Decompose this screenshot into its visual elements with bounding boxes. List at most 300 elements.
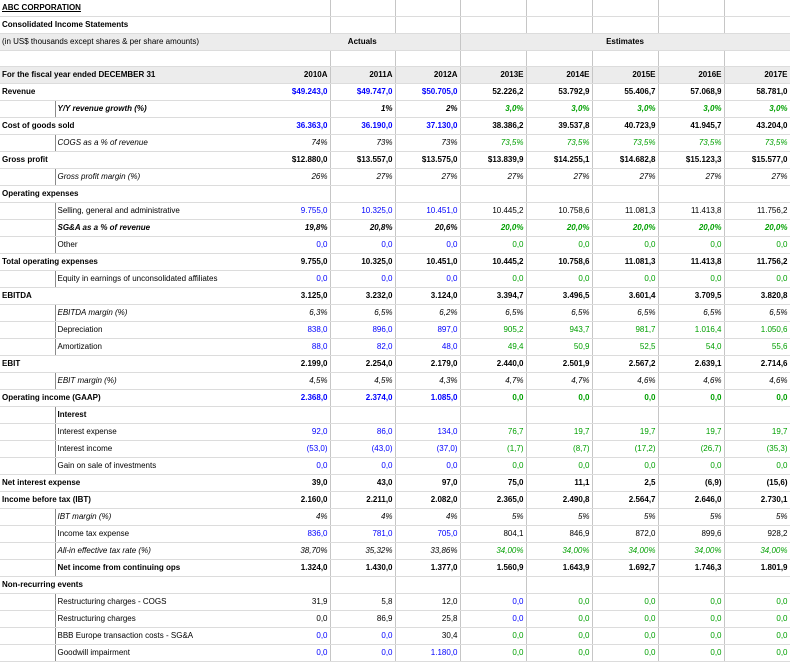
row-value: 0,0	[724, 270, 790, 287]
row-value: 928,2	[724, 525, 790, 542]
row-label: EBITDA	[0, 287, 265, 304]
row-value: (17,2)	[592, 440, 658, 457]
row-value: $12.880,0	[265, 151, 330, 168]
row-value: 0,0	[330, 236, 395, 253]
row-value: 6,5%	[460, 304, 526, 321]
row-value: 10.325,0	[330, 253, 395, 270]
row-value: 1.692,7	[592, 559, 658, 576]
row-value: 5%	[592, 508, 658, 525]
title-row	[0, 16, 790, 33]
statement-row	[0, 525, 790, 542]
row-value: $14.255,1	[526, 151, 592, 168]
row-value	[460, 406, 526, 423]
statement-row	[0, 100, 790, 117]
row-label: Gain on sale of investments	[55, 457, 265, 474]
statement-row	[0, 219, 790, 236]
row-value: 88,0	[265, 338, 330, 355]
row-value: 0,0	[724, 610, 790, 627]
row-value: $13.839,9	[460, 151, 526, 168]
row-value: 4,6%	[592, 372, 658, 389]
row-value: 3.232,0	[330, 287, 395, 304]
row-value: $13.557,0	[330, 151, 395, 168]
row-value: 2.440,0	[460, 355, 526, 372]
row-value: 2.179,0	[395, 355, 460, 372]
row-label: All-in effective tax rate (%)	[55, 542, 265, 559]
row-value: 3.820,8	[724, 287, 790, 304]
statement-row	[0, 304, 790, 321]
statement-row	[0, 253, 790, 270]
row-value: 1.085,0	[395, 389, 460, 406]
row-value: 981,7	[592, 321, 658, 338]
row-value: 73%	[330, 134, 395, 151]
row-value: 2.501,9	[526, 355, 592, 372]
row-value: 52,5	[592, 338, 658, 355]
row-value: 19,7	[592, 423, 658, 440]
statement-row	[0, 270, 790, 287]
row-label: SG&A as a % of revenue	[55, 219, 265, 236]
row-value: 10.451,0	[395, 202, 460, 219]
statement-row	[0, 338, 790, 355]
row-value: 0,0	[526, 610, 592, 627]
row-value	[658, 185, 724, 202]
row-value: 10.445,2	[460, 202, 526, 219]
row-value: 86,0	[330, 423, 395, 440]
row-value: 92,0	[265, 423, 330, 440]
row-value: 0,0	[592, 593, 658, 610]
row-value: 49,4	[460, 338, 526, 355]
statement-row	[0, 134, 790, 151]
row-value: 55,6	[724, 338, 790, 355]
period-label: For the fiscal year ended DECEMBER 31	[0, 66, 265, 83]
row-label: Net income from continuing ops	[55, 559, 265, 576]
row-value: 3.709,5	[658, 287, 724, 304]
row-label: Goodwill impairment	[55, 644, 265, 661]
row-value: 27%	[330, 168, 395, 185]
statement-row	[0, 355, 790, 372]
row-value: 4,7%	[526, 372, 592, 389]
row-value: 0,0	[526, 236, 592, 253]
year-header: 2017E	[724, 66, 790, 83]
statement-row	[0, 576, 790, 593]
year-header: 2013E	[460, 66, 526, 83]
statement-row	[0, 542, 790, 559]
statement-row	[0, 185, 790, 202]
row-value: 26%	[265, 168, 330, 185]
row-value: 36.363,0	[265, 117, 330, 134]
row-value: 0,0	[265, 457, 330, 474]
row-value: (8,7)	[526, 440, 592, 457]
row-value	[330, 406, 395, 423]
row-value	[658, 406, 724, 423]
row-value: 2.211,0	[330, 491, 395, 508]
row-value: 0,0	[526, 457, 592, 474]
row-value: 2.368,0	[265, 389, 330, 406]
row-value: 34,00%	[526, 542, 592, 559]
row-value: 2%	[395, 100, 460, 117]
row-value: 74%	[265, 134, 330, 151]
row-label: Income tax expense	[55, 525, 265, 542]
statement-row	[0, 508, 790, 525]
row-value: 0,0	[460, 389, 526, 406]
units-row	[0, 33, 790, 50]
row-value: 20,0%	[592, 219, 658, 236]
row-value: 0,0	[330, 644, 395, 661]
row-value: 2.714,6	[724, 355, 790, 372]
row-value: 0,0	[460, 593, 526, 610]
row-value: 9.755,0	[265, 253, 330, 270]
row-value: 6,5%	[658, 304, 724, 321]
row-value	[592, 576, 658, 593]
row-value: 836,0	[265, 525, 330, 542]
statement-row	[0, 423, 790, 440]
statement-row	[0, 202, 790, 219]
row-value	[526, 185, 592, 202]
row-value: 897,0	[395, 321, 460, 338]
row-value: 0,0	[592, 270, 658, 287]
row-value	[265, 576, 330, 593]
row-value: 899,6	[658, 525, 724, 542]
row-label: Restructuring charges	[55, 610, 265, 627]
row-value: 6,2%	[395, 304, 460, 321]
row-value: 34,00%	[592, 542, 658, 559]
row-value: 0,0	[460, 270, 526, 287]
statement-row	[0, 287, 790, 304]
row-value: 0,0	[526, 644, 592, 661]
statement-row	[0, 151, 790, 168]
row-value: 57.068,9	[658, 83, 724, 100]
row-value	[460, 185, 526, 202]
row-value	[460, 576, 526, 593]
row-value: 3.125,0	[265, 287, 330, 304]
statement-row	[0, 406, 790, 423]
row-value: 20,0%	[526, 219, 592, 236]
row-value: 27%	[395, 168, 460, 185]
row-value: 19,7	[658, 423, 724, 440]
statement-row	[0, 457, 790, 474]
row-value: 97,0	[395, 474, 460, 491]
row-value: 5%	[724, 508, 790, 525]
row-value: 4%	[265, 508, 330, 525]
row-value: 75,0	[460, 474, 526, 491]
row-value: (15,6)	[724, 474, 790, 491]
row-value: 10.445,2	[460, 253, 526, 270]
row-value: 1.324,0	[265, 559, 330, 576]
row-value: 48,0	[395, 338, 460, 355]
row-value: 2.639,1	[658, 355, 724, 372]
row-value: 1.801,9	[724, 559, 790, 576]
row-label: Amortization	[55, 338, 265, 355]
row-value: 0,0	[526, 389, 592, 406]
row-value: 2.564,7	[592, 491, 658, 508]
row-value: 20,0%	[460, 219, 526, 236]
row-value: 0,0	[460, 610, 526, 627]
row-label: Other	[55, 236, 265, 253]
row-value: 19,8%	[265, 219, 330, 236]
row-value: 5%	[460, 508, 526, 525]
row-value: 0,0	[724, 644, 790, 661]
row-value	[724, 576, 790, 593]
row-value: 0,0	[724, 627, 790, 644]
row-label: COGS as a % of revenue	[55, 134, 265, 151]
row-value: 6,5%	[724, 304, 790, 321]
row-value: 19,7	[724, 423, 790, 440]
row-value: 11,1	[526, 474, 592, 491]
row-label: EBIT	[0, 355, 265, 372]
row-label: Interest	[55, 406, 265, 423]
row-value: 76,7	[460, 423, 526, 440]
row-value: 37.130,0	[395, 117, 460, 134]
row-value: 0,0	[460, 236, 526, 253]
row-value: 0,0	[460, 457, 526, 474]
row-value	[592, 185, 658, 202]
row-value: 0,0	[724, 593, 790, 610]
row-value: 3.601,4	[592, 287, 658, 304]
row-value: $15.123,3	[658, 151, 724, 168]
row-label: Interest expense	[55, 423, 265, 440]
row-value: $49.747,0	[330, 83, 395, 100]
company-row	[0, 0, 790, 16]
row-value: 34,00%	[460, 542, 526, 559]
row-label: Total operating expenses	[0, 253, 265, 270]
year-header: 2011A	[330, 66, 395, 83]
row-value: 943,7	[526, 321, 592, 338]
row-value: 9.755,0	[265, 202, 330, 219]
row-value: 0,0	[526, 593, 592, 610]
row-value: 38.386,2	[460, 117, 526, 134]
row-value: 905,2	[460, 321, 526, 338]
row-value: 6,3%	[265, 304, 330, 321]
row-value: 73,5%	[724, 134, 790, 151]
row-value: 1.560,9	[460, 559, 526, 576]
year-header: 2015E	[592, 66, 658, 83]
row-value: (43,0)	[330, 440, 395, 457]
row-value: 27%	[592, 168, 658, 185]
row-value: 846,9	[526, 525, 592, 542]
row-value: 4,5%	[265, 372, 330, 389]
row-value: 0,0	[526, 270, 592, 287]
row-value: 4,6%	[724, 372, 790, 389]
row-value: 73%	[395, 134, 460, 151]
row-value: 0,0	[592, 610, 658, 627]
row-value: 0,0	[592, 389, 658, 406]
row-label: Operating income (GAAP)	[0, 389, 265, 406]
row-value: 82,0	[330, 338, 395, 355]
period-row	[0, 66, 790, 83]
row-label: Restructuring charges - COGS	[55, 593, 265, 610]
row-value: 5,8	[330, 593, 395, 610]
row-value: 0,0	[592, 236, 658, 253]
row-value: 39,0	[265, 474, 330, 491]
row-label: Operating expenses	[0, 185, 265, 202]
row-value: 0,0	[724, 236, 790, 253]
statement-row	[0, 610, 790, 627]
row-value: 2.199,0	[265, 355, 330, 372]
year-header: 2010A	[265, 66, 330, 83]
row-value: 0,0	[460, 644, 526, 661]
row-label: EBIT margin (%)	[55, 372, 265, 389]
company-name: ABC CORPORATION	[0, 0, 265, 16]
row-label: EBITDA margin (%)	[55, 304, 265, 321]
row-value: 804,1	[460, 525, 526, 542]
year-header: 2012A	[395, 66, 460, 83]
row-value: 43,0	[330, 474, 395, 491]
row-value: 2.646,0	[658, 491, 724, 508]
row-label: Gross profit	[0, 151, 265, 168]
statement-row	[0, 372, 790, 389]
row-value: 0,0	[658, 644, 724, 661]
row-value: 4,3%	[395, 372, 460, 389]
row-value: 34,00%	[658, 542, 724, 559]
row-value: 134,0	[395, 423, 460, 440]
row-label: Income before tax (IBT)	[0, 491, 265, 508]
row-value: 11.756,2	[724, 253, 790, 270]
row-value: 33,86%	[395, 542, 460, 559]
row-value: 0,0	[658, 389, 724, 406]
row-value: 0,0	[658, 236, 724, 253]
statement-row	[0, 83, 790, 100]
row-value: 11.081,3	[592, 202, 658, 219]
row-value: 0,0	[265, 610, 330, 627]
statement-row	[0, 491, 790, 508]
row-value: 5%	[526, 508, 592, 525]
row-value: 36.190,0	[330, 117, 395, 134]
row-value: 38,70%	[265, 542, 330, 559]
row-value: (35,3)	[724, 440, 790, 457]
row-value: 705,0	[395, 525, 460, 542]
row-label: Selling, general and administrative	[55, 202, 265, 219]
row-value: 43.204,0	[724, 117, 790, 134]
row-value: 2.730,1	[724, 491, 790, 508]
row-value: 0,0	[330, 270, 395, 287]
row-value	[265, 100, 330, 117]
row-value	[395, 185, 460, 202]
row-value: 3,0%	[460, 100, 526, 117]
row-value: $49.243,0	[265, 83, 330, 100]
row-value: 55.406,7	[592, 83, 658, 100]
row-value	[658, 576, 724, 593]
row-value: 73,5%	[658, 134, 724, 151]
row-value: 35,32%	[330, 542, 395, 559]
row-label: Non-recurring events	[0, 576, 265, 593]
row-value	[592, 406, 658, 423]
row-value: 896,0	[330, 321, 395, 338]
row-value: 0,0	[526, 627, 592, 644]
row-value: 2.374,0	[330, 389, 395, 406]
row-value: 27%	[658, 168, 724, 185]
row-value: 73,5%	[460, 134, 526, 151]
row-value: 1%	[330, 100, 395, 117]
row-value: 50,9	[526, 338, 592, 355]
row-value: 0,0	[395, 270, 460, 287]
row-value: 0,0	[658, 270, 724, 287]
row-value: 73,5%	[592, 134, 658, 151]
statement-title: Consolidated Income Statements	[0, 16, 265, 33]
row-value: 4,6%	[658, 372, 724, 389]
row-value: 0,0	[658, 610, 724, 627]
spacer-row	[0, 50, 790, 66]
row-value: 58.781,0	[724, 83, 790, 100]
estimates-header: Estimates	[460, 33, 790, 50]
row-value	[724, 185, 790, 202]
row-value: 3,0%	[526, 100, 592, 117]
row-value: 4,7%	[460, 372, 526, 389]
row-value: 27%	[460, 168, 526, 185]
row-label: Interest income	[55, 440, 265, 457]
row-value: $14.682,8	[592, 151, 658, 168]
row-value: 5%	[658, 508, 724, 525]
row-value: 0,0	[265, 627, 330, 644]
row-value: 11.756,2	[724, 202, 790, 219]
statement-row	[0, 117, 790, 134]
row-value: 20,8%	[330, 219, 395, 236]
row-value: (53,0)	[265, 440, 330, 457]
row-value: 10.451,0	[395, 253, 460, 270]
statement-row	[0, 321, 790, 338]
row-value: 20,6%	[395, 219, 460, 236]
row-value: 10.758,6	[526, 253, 592, 270]
row-value: 25,8	[395, 610, 460, 627]
row-value: 10.758,6	[526, 202, 592, 219]
row-value	[526, 576, 592, 593]
row-value: 781,0	[330, 525, 395, 542]
statement-row	[0, 593, 790, 610]
row-value: 2.490,8	[526, 491, 592, 508]
row-value: 86,9	[330, 610, 395, 627]
row-label: Gross profit margin (%)	[55, 168, 265, 185]
row-value: 11.413,8	[658, 202, 724, 219]
row-value: 1.746,3	[658, 559, 724, 576]
statement-row	[0, 627, 790, 644]
row-value	[526, 406, 592, 423]
row-value: 3,0%	[592, 100, 658, 117]
row-value: 19,7	[526, 423, 592, 440]
row-value: (6,9)	[658, 474, 724, 491]
row-value: 11.413,8	[658, 253, 724, 270]
actuals-header: Actuals	[265, 33, 460, 50]
units-note: (in US$ thousands except shares & per share amounts)	[0, 33, 265, 50]
row-value: 0,0	[460, 627, 526, 644]
row-value	[395, 406, 460, 423]
row-value: 0,0	[658, 457, 724, 474]
row-value: 3.124,0	[395, 287, 460, 304]
row-value: 0,0	[592, 627, 658, 644]
row-value: 1.016,4	[658, 321, 724, 338]
row-value: 10.325,0	[330, 202, 395, 219]
row-value: 6,5%	[592, 304, 658, 321]
year-header: 2016E	[658, 66, 724, 83]
row-value: 0,0	[395, 457, 460, 474]
row-value: 2.160,0	[265, 491, 330, 508]
row-value: 0,0	[395, 236, 460, 253]
row-value: 4,5%	[330, 372, 395, 389]
row-value	[330, 576, 395, 593]
row-value: 4%	[330, 508, 395, 525]
statement-row	[0, 236, 790, 253]
row-value: 0,0	[724, 389, 790, 406]
row-value: 838,0	[265, 321, 330, 338]
row-value: 6,5%	[526, 304, 592, 321]
statement-row	[0, 440, 790, 457]
row-value: $13.575,0	[395, 151, 460, 168]
row-value: 2.082,0	[395, 491, 460, 508]
row-value: 0,0	[265, 236, 330, 253]
row-label: IBT margin (%)	[55, 508, 265, 525]
row-value: 20,0%	[658, 219, 724, 236]
row-value: $50.705,0	[395, 83, 460, 100]
row-value: 40.723,9	[592, 117, 658, 134]
row-value: 12,0	[395, 593, 460, 610]
row-value: 3.394,7	[460, 287, 526, 304]
